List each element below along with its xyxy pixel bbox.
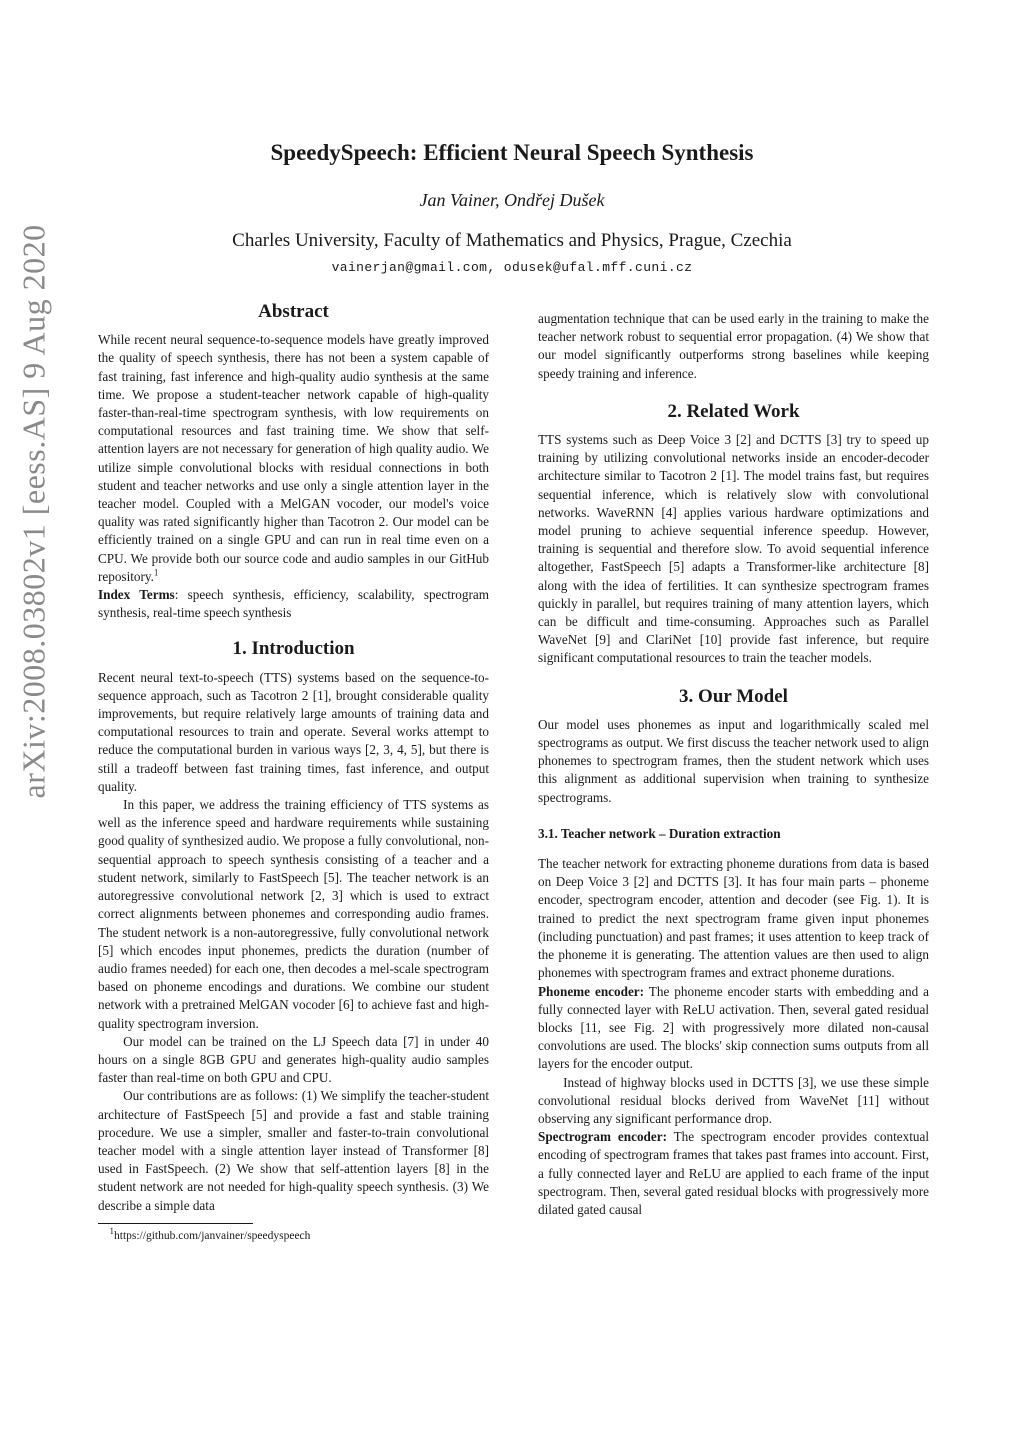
left-column: [98, 303, 489, 1244]
introduction-heading: 1. Introduction: [232, 638, 355, 660]
index-terms: Index Terms: speech synthesis, efficiency, scalability, spectrogram synthesis, real-time speech synthesis: [98, 587, 489, 621]
footnote: $^1$https://github.com/janvainer/speedyspeech: [109, 1225, 311, 1242]
teacher-network-heading: 3.1. Teacher network – Duration extraction: [538, 825, 781, 841]
footnote-rule: [98, 1223, 253, 1224]
abstract-heading: Abstract: [258, 301, 329, 322]
abstract-text: While recent neural sequence-to-sequence models have greatly improved the quality of speech synthesis, there has not been a system capable of fast training, fast inference and high-quality audio synthesis at the same time. We propose a student-teacher network capable of high-quality faster-than-real-time spectrogram synthesis, with low requirements on computational resources and fast training time. We show that self-attention layers are not necessary for generation of high quality audio. We utilize simple convolutional blocks with residual connections in both student and teacher networks and use only a single attention layer in the teacher model. Coupled with a MelGAN vocoder, our model's voice quality was rated significantly higher than Tacotron 2. Our model can be efficiently trained on a single GPU and can run in real time even on a CPU. We provide both our source code and audio samples in our GitHub repository.$^1$: [98, 332, 489, 584]
paper-title: SpeedySpeech: Efficient Neural Speech Synthesis: [270, 140, 754, 165]
our-model-heading: 3. Our Model: [679, 685, 788, 707]
spectrogram-encoder-label: Spectrogram encoder:: [538, 1129, 667, 1145]
intro-paragraph-2: In this paper, we address the training efficiency of TTS systems as well as the inference speed and hardware requirements while sustaining good quality of synthesized audio. We propose a fully convolutional, non-sequential approach to speech synthesis consisting of a teacher and a student network, similarly to FastSpeech [5]. The teacher network is an autoregressive convolutional network [2, 3] which is used to extract correct alignments between phonemes and corresponding audio frames. The student network is a non-autoregressive, fully convolutional network [5] which encodes input phonemes, predicts the duration (number of audio frames needed) for each one, then decodes a mel-scale spectrogram based on phoneme encodings and durations. We combine our student network with a pretrained MelGAN vocoder [6] to achieve fast and high-quality spectrogram inversion.: [98, 797, 489, 1031]
phoneme-encoder-paragraph-2: Instead of highway blocks used in DCTTS [3], we use these simple convolutional residual blocks derived from WaveNet [11] without observing any significant performance drop.: [538, 1074, 929, 1126]
footnote-mark: 1: [153, 567, 159, 578]
affiliation: Charles University, Faculty of Mathematics and Physics, Prague, Czechia: [232, 230, 792, 251]
intro-paragraph-1: Recent neural text-to-speech (TTS) systems based on the sequence-to-sequence approach, such as Tacotron 2 [1], brought considerable quality improvements, but require relatively large amounts of training data and computational resources to train and operate. Several works attempt to reduce the computational burden in various ways [2, 3, 4, 5], but there is still a tradeoff between fast training times, fast inference, and output quality.: [98, 669, 489, 794]
footnote-link[interactable]: https://github.com/janvainer/speedyspeech: [114, 1229, 311, 1242]
intro-paragraph-3: Our model can be trained on the LJ Speech data [7] in under 40 hours on a single 8GB GPU and generates high-quality audio samples faster than real-time on both GPU and CPU.: [98, 1033, 489, 1086]
right-column: [538, 310, 929, 1219]
intro-paragraph-4: Our contributions are as follows: (1) We simplify the teacher-student architecture of FastSpeech [5] and provide a fast and stable training procedure. We use a simpler, smaller and faster-to-train convolutional teacher model with a single attention layer instead of Transformer [8] used in FastSpeech. (2) We show that self-attention layers [8] in the student network are not needed for high-quality speech synthesis. (3) We describe a simple data: [98, 1088, 489, 1213]
our-model-text: Our model uses phonemes as input and logarithmically scaled mel spectrograms as output. We first discuss the teacher network used to align phonemes to spectrogram frames, then the student network which uses this alignment as additional supervision when training to synthesize spectrograms.: [538, 716, 929, 805]
related-work-heading: 2. Related Work: [667, 400, 800, 422]
teacher-network-text: The teacher network for extracting phoneme durations from data is based on Deep Voice 3 [2] and DCTTS [3]. It has four main parts – phoneme encoder, spectrogram encoder, attention and decoder (see Fig. 1). It is trained to predict the next spectrogram frame given input phonemes (including punctuation) and past frames; it uses attention to keep track of the phoneme it is generating. The attention values are then used to align phonemes with spectrogram frames and extract phoneme durations.: [538, 856, 929, 981]
contributions-continued: augmentation technique that can be used early in the training to make the teacher network robust to sequential error propagation. (4) We show that our model significantly outperforms strong baselines while keeping speedy training and inference.: [538, 311, 929, 381]
index-terms-label: Index Terms: [98, 587, 175, 603]
phoneme-encoder-paragraph: Phoneme encoder: The phoneme encoder starts with embedding and a fully connected layer with ReLU activation. Then, several gated residual blocks [11, see Fig. 2] with progressively more dilated non-causal convolutions are used. The blocks' skip connection sums outputs from all layers for the encoder output.: [538, 983, 930, 1072]
authors: Jan Vainer, Ondřej Dušek: [419, 190, 605, 210]
spectrogram-encoder-paragraph: Spectrogram encoder: The spectrogram encoder provides contextual encoding of spectrogram frames that takes past frames into account. First, a fully connected layer and ReLU are applied to each frame of the input spectrogram. Then, several gated residual blocks with progressively more dilated gated causal: [538, 1129, 929, 1217]
arxiv-stamp: arXiv:2008.03802v1 [eess.AS] 9 Aug 2020: [15, 224, 52, 799]
phoneme-encoder-label: Phoneme encoder:: [538, 983, 645, 999]
related-work-text: TTS systems such as Deep Voice 3 [2] and DCTTS [3] try to speed up training by utilizing convolutional networks inside an encoder-decoder architecture similar to Tacotron 2 [1]. The model trains fast, but requires sequential inference, which is relatively slow with convolutional networks. WaveRNN [4] applies various hardware optimizations and model pruning to achieve sequential inference speedup. However, training is sequential and therefore slow. To avoid sequential inference altogether, FastSpeech [5] adapts a Transformer-like architecture [8] along with the idea of fertilities. It can synthesize spectrogram frames quickly in parallel, but requires training of many attention layers, which can be difficult and time-consuming. Approaches such as Parallel WaveNet [9] and ClariNet [10] provide fast inference, but require significant computational resources to train the teacher models.: [538, 432, 929, 666]
emails: vainerjan@gmail.com, odusek@ufal.mff.cuni.cz: [331, 260, 693, 275]
